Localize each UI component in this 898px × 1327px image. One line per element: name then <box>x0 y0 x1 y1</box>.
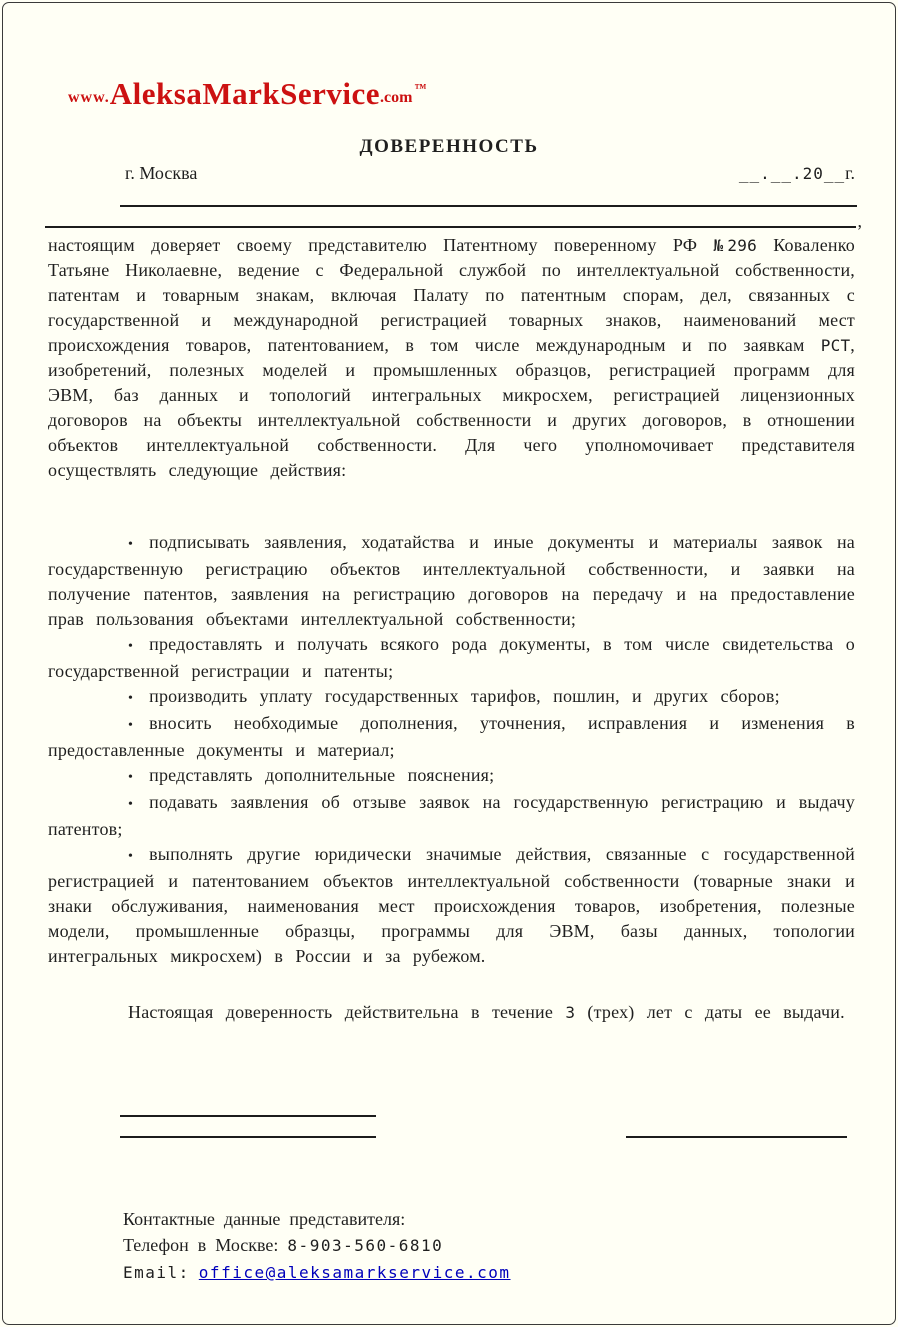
attorney-number: №296 <box>713 236 757 255</box>
bullet-icon: • <box>128 797 134 812</box>
validity-section <box>48 1000 855 1025</box>
list-item-text: представлять дополнительные пояснения; <box>149 765 495 785</box>
list-item-text: предоставлять и получать всякого рода документы, в том числе свидетельства о государственной регистрации и патенты; <box>48 634 855 681</box>
list-item <box>48 530 855 632</box>
contacts-heading: Контактные данные представителя: <box>123 1209 406 1229</box>
date-blank-fields: __.__.20__ <box>738 164 846 183</box>
bullet-icon: • <box>128 537 134 552</box>
principal-name-fill-in-line <box>120 205 857 207</box>
phone-number: 8-903-560-6810 <box>287 1236 444 1255</box>
signature-line-left-bottom <box>120 1136 376 1138</box>
trademark-icon: ™ <box>414 81 427 95</box>
signature-line-right <box>626 1136 847 1138</box>
bullet-icon: • <box>128 770 134 785</box>
list-item <box>48 711 855 763</box>
list-item-text: вносить необходимые дополнения, уточнения, исправления и изменения в предоставленные документы и материал; <box>48 713 855 760</box>
validity-term-number: 3 <box>565 1003 576 1022</box>
contacts-block <box>123 1206 511 1286</box>
phone-label: Телефон в Москве: <box>123 1235 279 1255</box>
list-item-text: производить уплату государственных тарифов, пошлин, и других сборов; <box>149 686 780 706</box>
fill-in-line <box>45 210 856 228</box>
list-item <box>48 842 855 969</box>
list-item <box>48 763 855 790</box>
intro-text-1: настоящим доверяет своему представителю Патентному поверенному РФ <box>48 235 714 255</box>
validity-text-1: Настоящая доверенность действительна в течение <box>128 1002 566 1022</box>
validity-text-2: (трех) лет с даты ее выдачи. <box>575 1002 845 1022</box>
brand-logo <box>68 76 426 112</box>
signature-line-left-top <box>120 1115 376 1117</box>
intro-text-3: , изобретений, полезных моделей и промышленных образцов, регистрацией программ для ЭВМ, баз данных и топологий интегральных микросхем, регистрацией лицензионных договоров на объекты интеллектуальной собственности и других договоров, в отношении объектов интеллектуальной собственности. Для чего уполномочивает представителя осуществлять следующие действия: <box>48 335 855 480</box>
logo-www-prefix: www. <box>68 89 110 106</box>
logo-brand-name: AleksaMarkService <box>109 76 380 111</box>
document-title: ДОВЕРЕННОСТЬ <box>359 136 539 157</box>
powers-list <box>48 530 855 969</box>
principal-name-fill-in-line-2 <box>45 210 862 231</box>
phone-row <box>123 1232 511 1259</box>
date-year-suffix: г. <box>845 163 855 183</box>
list-item <box>48 632 855 684</box>
pct-abbreviation: PCT <box>820 336 851 355</box>
email-link[interactable]: office@aleksamarkservice.com <box>198 1263 511 1282</box>
email-label: Email: <box>123 1263 190 1282</box>
email-row <box>123 1259 511 1286</box>
logo-com-suffix: .com <box>380 89 413 106</box>
list-item <box>48 790 855 842</box>
intro-text-2: Коваленко Татьяне Николаевне, ведение с Федеральной службой по интеллектуальной собственности, патентам и товарным знакам, включая Палату по патентным спорам, дел, связанных с государственной и международной регистрацией товарных знаков, наименований мест происхождения товаров, патентованием, в том числе международным и по заявкам <box>48 235 855 355</box>
bullet-icon: • <box>128 718 134 733</box>
trailing-comma: , <box>857 211 862 231</box>
bullet-icon: • <box>128 691 134 706</box>
list-item-text: выполнять другие юридически значимые действия, связанные с государственной регистрацией и патентованием объектов интеллектуальной собственности (товарные знаки и знаки обслуживания, наименования мест происхождения товаров, изобретения, полезные модели, промышленные образцы, программы для ЭВМ, базы данных, топологии интегральных микросхем) в России и за рубежом. <box>48 844 855 966</box>
intro-paragraph <box>48 233 855 483</box>
list-item <box>48 684 855 711</box>
validity-paragraph <box>48 1000 855 1025</box>
city-label: г. Москва <box>125 163 198 183</box>
intro-section <box>48 233 855 483</box>
list-item-text: подавать заявления об отзыве заявок на государственную регистрацию и выдачу патентов; <box>48 792 855 839</box>
date-placeholder <box>739 163 855 184</box>
city-date-row <box>48 163 855 184</box>
bullet-icon: • <box>128 849 134 864</box>
list-item-text: подписывать заявления, ходатайства и иные документы и материалы заявок на государственную регистрацию объектов интеллектуальной собственности, и заявки на получение патентов, заявления на регистрацию договоров на передачу и на предоставление прав пользования объектами интеллектуальной собственности; <box>48 532 855 629</box>
bullet-icon: • <box>128 639 134 654</box>
